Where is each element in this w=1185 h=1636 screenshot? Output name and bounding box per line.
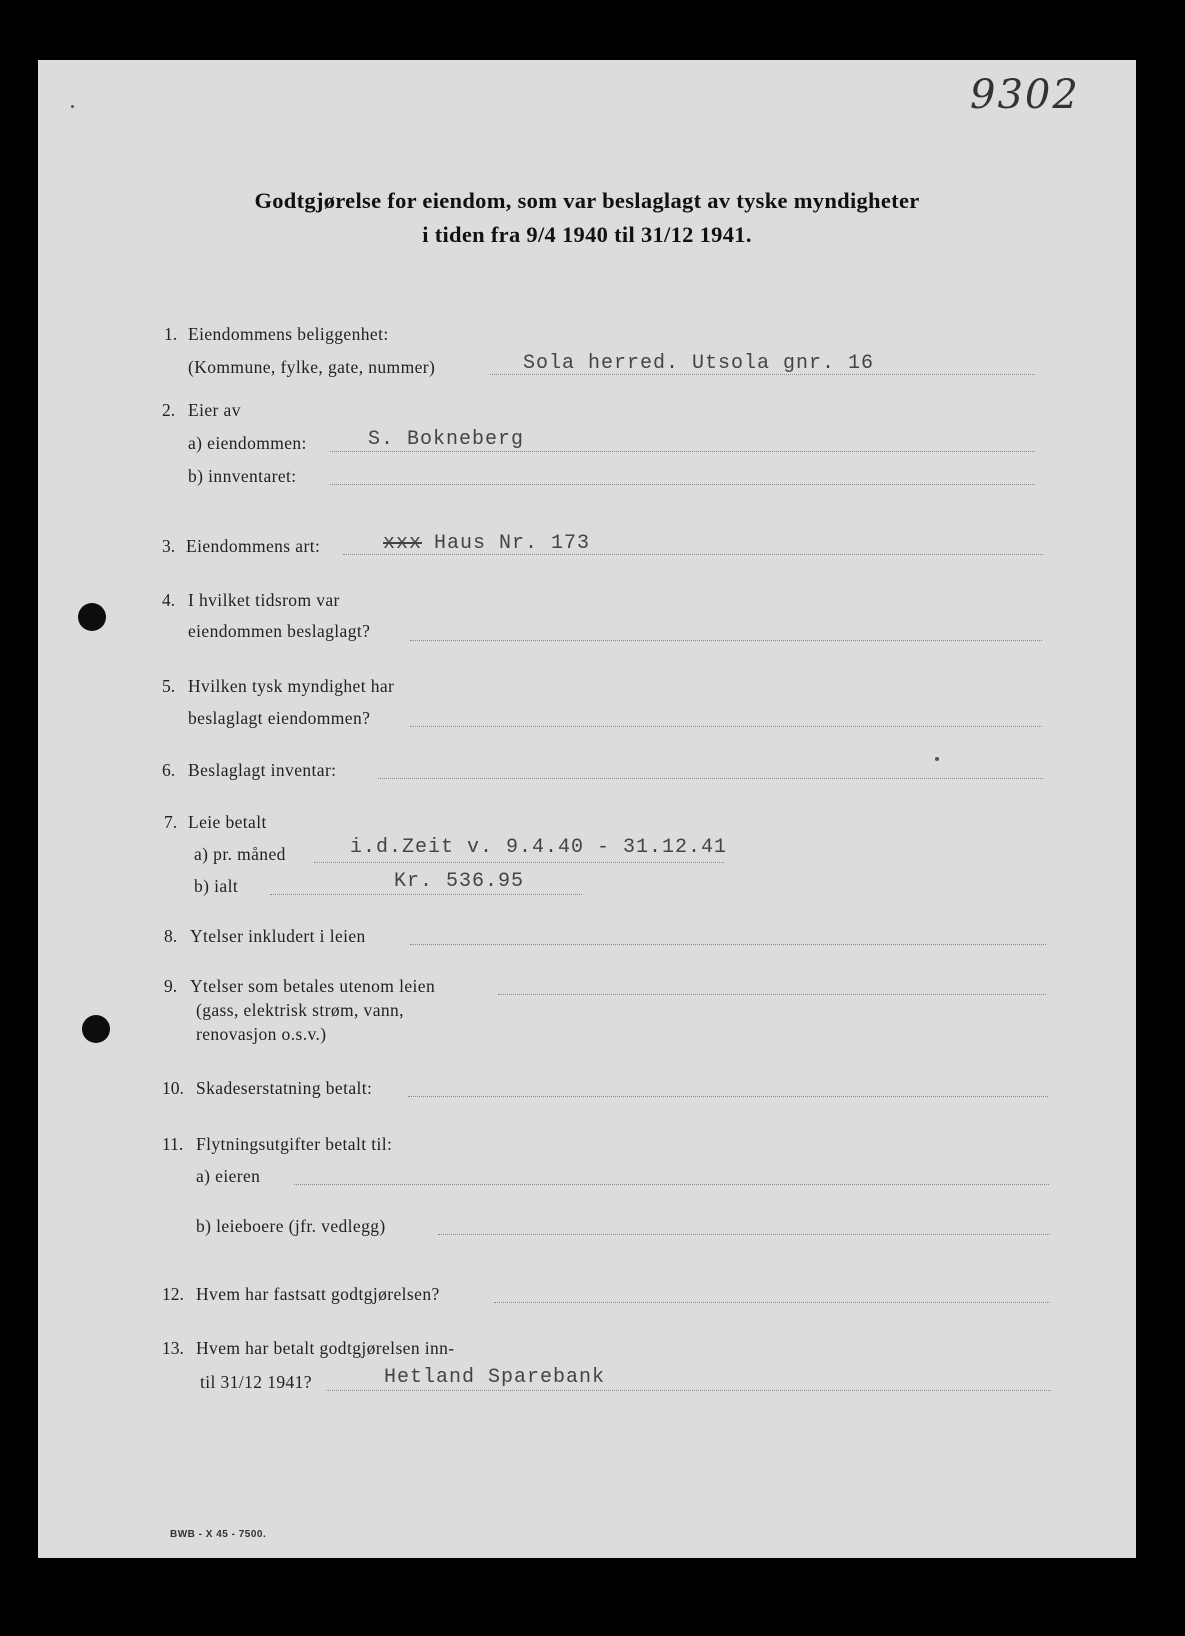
item-number: 7. (164, 812, 178, 832)
owner-label: Eier av (188, 400, 241, 420)
total-rent-value: Kr. 536.95 (394, 870, 525, 893)
compensation-paid-by-sublabel: til 31/12 1941? (200, 1372, 312, 1392)
form-code: BWB - X 45 - 7500. (170, 1529, 267, 1540)
moving-costs-label: Flytningsutgifter betalt til: (196, 1134, 393, 1154)
damages-line (408, 1096, 1048, 1097)
item-number: 4. (162, 590, 176, 610)
item-number: 13. (162, 1338, 184, 1358)
moving-costs-tenants-line (438, 1234, 1050, 1235)
extra-services-sublabel2: renovasjon o.s.v.) (196, 1024, 327, 1044)
property-owner-line (330, 451, 1035, 452)
moving-costs-owner-label: a) eieren (196, 1166, 261, 1186)
extra-services-sublabel1: (gass, elektrisk strøm, vann, (196, 1000, 404, 1020)
monthly-rent-line (314, 862, 724, 863)
total-rent-line (270, 894, 582, 895)
seizure-period-line (410, 640, 1042, 641)
damages-label: Skadeserstatning betalt: (196, 1078, 373, 1098)
ink-speck (71, 105, 74, 108)
item-number: 5. (162, 676, 176, 696)
punch-hole (78, 603, 106, 631)
form-title-line1: Godtgjørelse for eiendom, som var beslaglagt av tyske myndigheter (254, 188, 920, 213)
property-type-label: Eiendommens art: (186, 536, 321, 556)
location-value: Sola herred. Utsola gnr. 16 (523, 352, 875, 375)
compensation-paid-by-label: Hvem har betalt godtgjørelsen inn- (196, 1338, 455, 1358)
item-number: 8. (164, 926, 178, 946)
archive-number: 9302 (970, 72, 1080, 118)
seizure-period-sublabel: eiendommen beslaglagt? (188, 621, 371, 641)
authority-label: Hvilken tysk myndighet har (188, 676, 395, 696)
form-title-line2: i tiden fra 9/4 1940 til 31/12 1941. (422, 222, 752, 247)
item-number: 3. (162, 536, 176, 556)
ink-speck (935, 757, 939, 761)
compensation-paid-by-value: Hetland Sparebank (384, 1366, 606, 1389)
inventory-owner-line (330, 484, 1035, 485)
item-number: 10. (162, 1078, 184, 1098)
seized-inventory-label: Beslaglagt inventar: (188, 760, 337, 780)
authority-sublabel: beslaglagt eiendommen? (188, 708, 371, 728)
form-sheet (38, 60, 1136, 1558)
total-rent-label: b) ialt (194, 876, 239, 896)
punch-hole (82, 1015, 110, 1043)
compensation-set-by-label: Hvem har fastsatt godtgjørelsen? (196, 1284, 440, 1304)
property-type-value: Haus Nr. 173 (434, 532, 591, 555)
item-number: 12. (162, 1284, 184, 1304)
struck-value: xxx (383, 532, 423, 555)
rent-paid-label: Leie betalt (188, 812, 267, 832)
item-number: 2. (162, 400, 176, 420)
inventory-owner-label: b) innventaret: (188, 466, 297, 486)
authority-line (410, 726, 1042, 727)
property-owner-label: a) eiendommen: (188, 433, 307, 453)
compensation-set-by-line (494, 1302, 1050, 1303)
monthly-rent-label: a) pr. måned (194, 844, 286, 864)
seized-inventory-line (378, 778, 1043, 779)
location-sublabel: (Kommune, fylke, gate, nummer) (188, 357, 436, 377)
compensation-paid-by-line (326, 1390, 1051, 1391)
property-owner-value: S. Bokneberg (368, 428, 525, 451)
included-services-line (410, 944, 1046, 945)
item-number: 1. (164, 324, 178, 344)
item-number: 9. (164, 976, 178, 996)
moving-costs-tenants-label: b) leieboere (jfr. vedlegg) (196, 1216, 386, 1236)
extra-services-label: Ytelser som betales utenom leien (190, 976, 436, 996)
location-label: Eiendommens beliggenhet: (188, 324, 389, 344)
moving-costs-owner-line (294, 1184, 1049, 1185)
included-services-label: Ytelser inkludert i leien (190, 926, 366, 946)
monthly-rent-value: i.d.Zeit v. 9.4.40 - 31.12.41 (350, 836, 728, 859)
seizure-period-label: I hvilket tidsrom var (188, 590, 340, 610)
item-number: 6. (162, 760, 176, 780)
item-number: 11. (162, 1134, 184, 1154)
extra-services-line (498, 994, 1046, 995)
